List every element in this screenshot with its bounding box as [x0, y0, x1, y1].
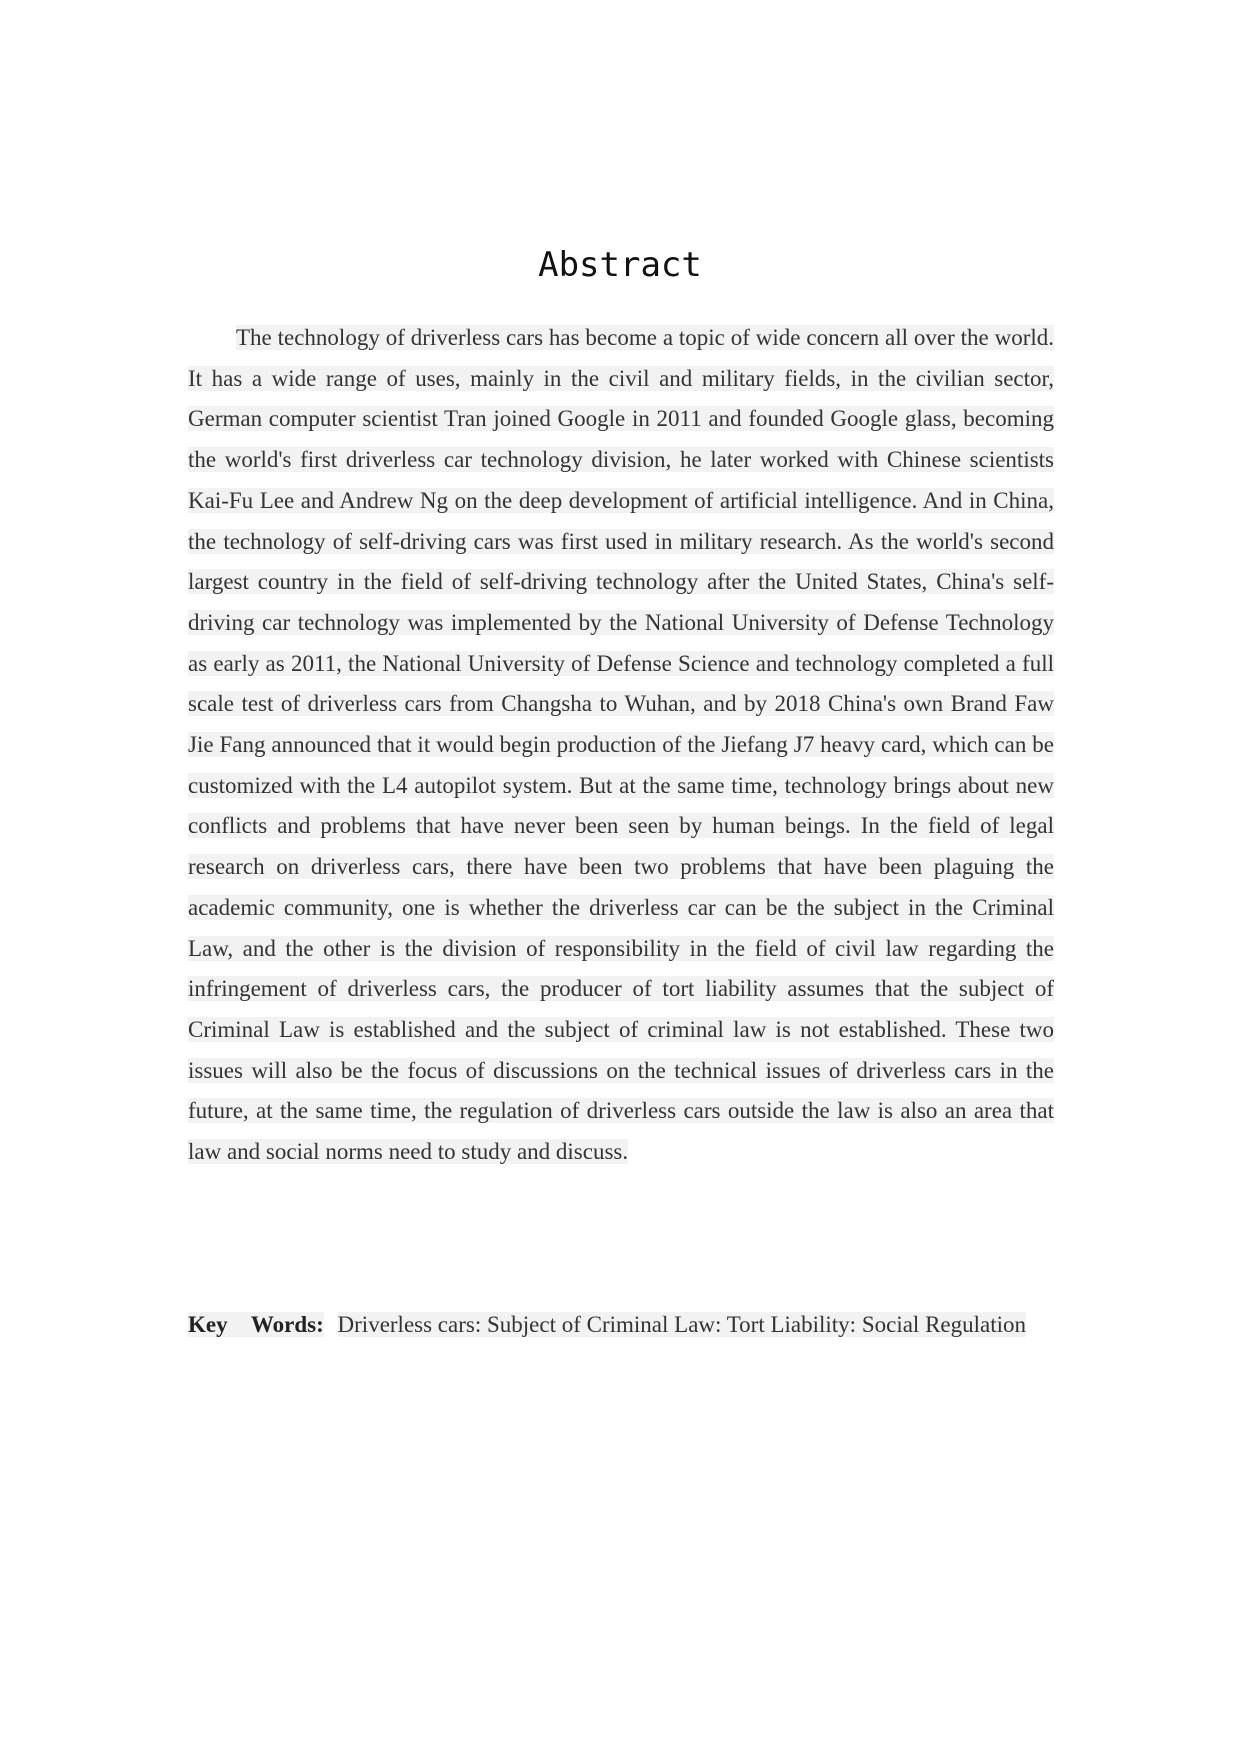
keywords-text: Driverless cars: Subject of Criminal Law: Tort Liability: Social Regulation: [337, 1312, 1026, 1337]
abstract-title: Abstract: [538, 245, 702, 285]
abstract-text: The technology of driverless cars has become a topic of wide concern all over the world. It has a wide range of uses, mainly in the civil and military fields, in the civilian sector, German computer scientist Tran joined Google in 2011 and founded Google glass, becoming the world's first driverless car technology division, he later worked with Chinese scientists Kai-Fu Lee and Andrew Ng on the deep development of artificial intelligence. And in China, the technology of self-driving cars was first used in military research. As the world's second largest country in the field of self-driving technology after the United States, China's self-driving car technology was implemented by the National University of Defense Technology as early as 2011, the National University of Defense Science and technology completed a full scale test of driverless cars from Changsha to Wuhan, and by 2018 China's own Brand Faw Jie Fang announced that it would begin production of the Jiefang J7 heavy card, which can be customized with the L4 autopilot system. But at the same time, technology brings about new conflicts and problems that have never been seen by human beings. In the field of legal research on driverless cars, there have been two problems that have been plaguing the academic community, one is whether the driverless car can be the subject in the Criminal Law, and the other is the division of responsibility in the field of civil law regarding the infringement of driverless cars, the producer of tort liability assumes that the subject of Criminal Law is established and the subject of criminal law is not established. These two issues will also be the focus of discussions on the technical issues of driverless cars in the future, at the same time, the regulation of driverless cars outside the law is also an area that law and social norms need to study and discuss.: [188, 325, 1054, 1165]
keywords-line: [188, 1300, 1054, 1350]
abstract-paragraph: [188, 318, 1054, 1173]
keywords-label: Key Words:: [188, 1312, 324, 1337]
